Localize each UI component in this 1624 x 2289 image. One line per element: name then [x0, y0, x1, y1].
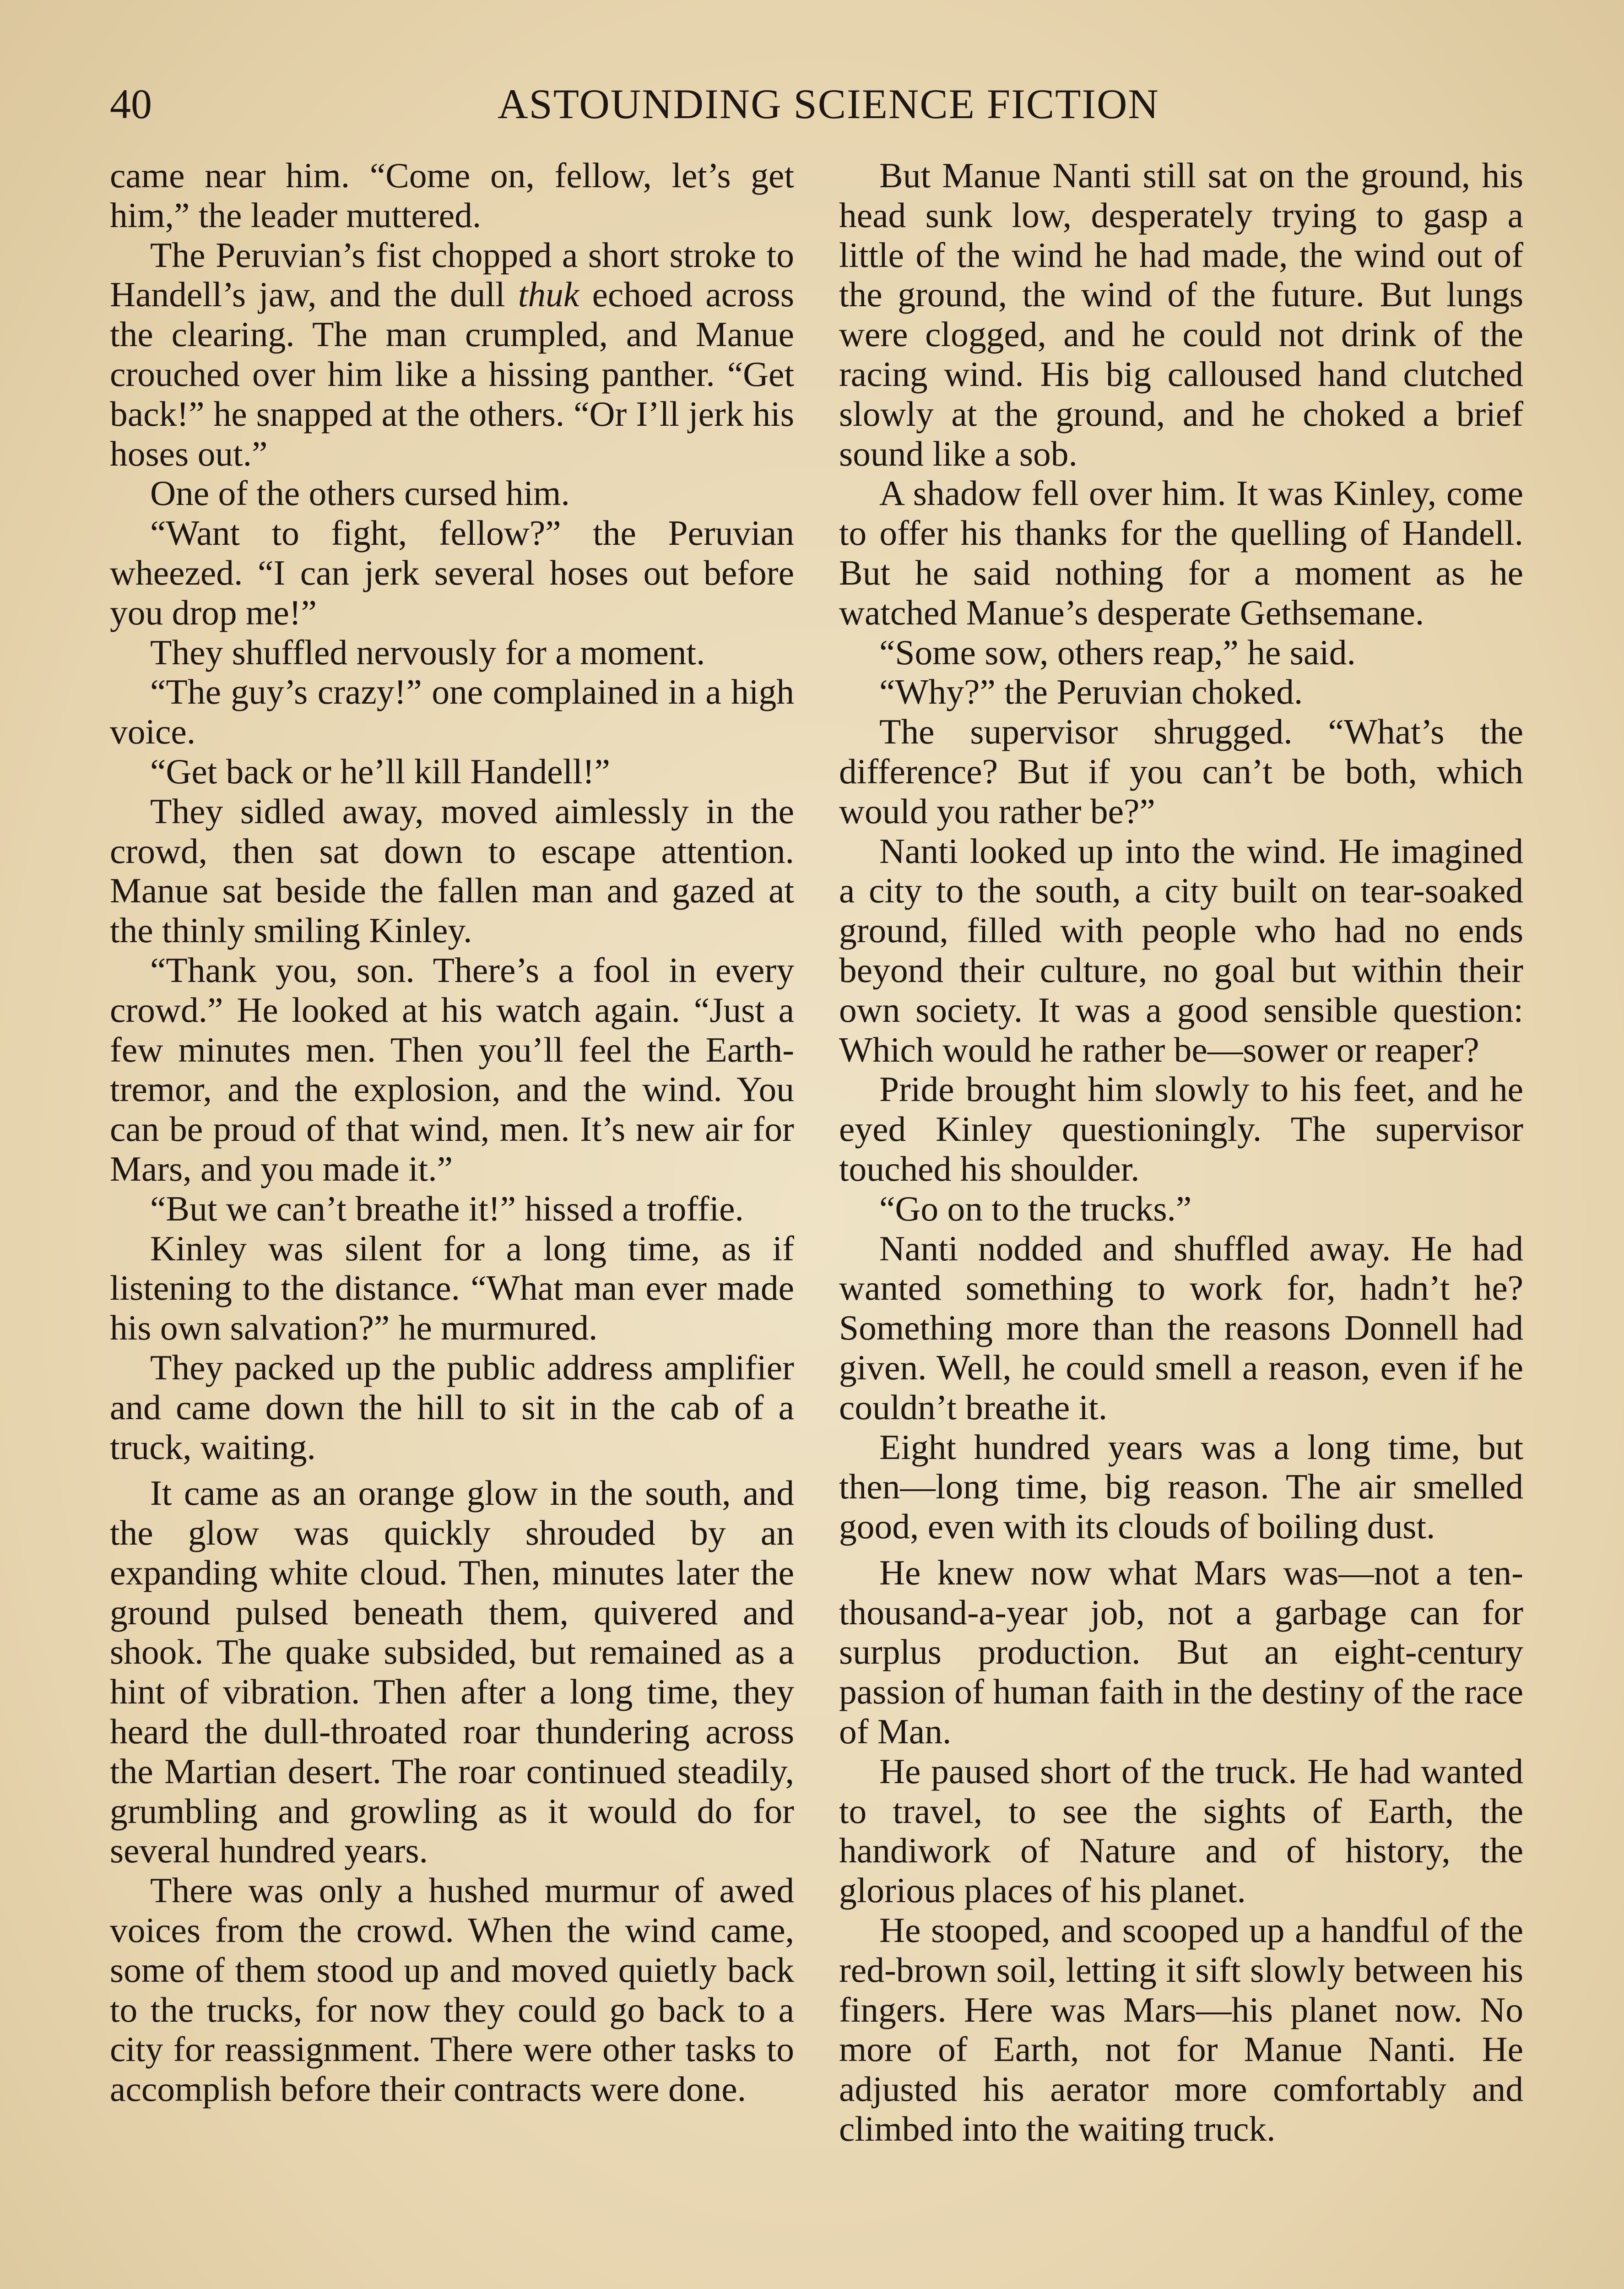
paragraph: It came as an orange glow in the south, and the glow was quickly shrouded by an expanding white cloud. Then, minutes later the ground pulsed beneath them, quivered and shook. The quake subsided, but remained as a hint of vibration. Then after a long time, they heard the dull-throated roar thundering across the Martian desert. The roar continued steadily, grumbling and growling as it would do for several hundred years. [110, 1473, 794, 1871]
paragraph: They packed up the public address amplifier and came down the hill to sit in the cab of a truck, waiting. [110, 1347, 794, 1467]
page-number: 40 [110, 81, 152, 127]
paragraph: One of the others cursed him. [150, 473, 570, 513]
paragraph: He paused short of the truck. He had wanted to travel, to see the sights of Earth, the handiwork of Nature and of history, the glorious places of his planet. [839, 1751, 1523, 1910]
left-column [110, 156, 794, 2109]
paragraph: There was only a hushed murmur of awed voices from the crowd. When the wind came, some of them stood up and moved quietly back to the trucks, for now they could go back to a city for reassignment. There were other tasks to accomplish before their contracts were done. [110, 1871, 794, 2109]
paragraph: He stooped, and scooped up a handful of the red-brown soil, letting it sift slowly between his fingers. Here was Mars—his planet now. No more of Earth, not for Manue Nanti. He adjusted his aerator more comfortably and climbed into the waiting truck. [839, 1910, 1523, 2149]
paragraph: Nanti nodded and shuffled away. He had wanted something to work for, hadn’t he? Something more than the reasons Donnell had given. Well, he could smell a reason, even if he couldn’t breathe it. [839, 1228, 1523, 1427]
paragraph [110, 235, 794, 474]
paragraph: He knew now what Mars was—not a ten-thousand-a-year job, not a garbage can for surplus production. But an eight-century passion of human faith in the destiny of the race of Man. [839, 1552, 1523, 1752]
paragraph: They sidled away, moved aimlessly in the crowd, then sat down to escape attention. Manue sat beside the fallen man and gazed at the thinly smiling Kinley. [110, 791, 794, 950]
paragraph: But Manue Nanti still sat on the ground, his head sunk low, desperately trying to gasp a little of the wind he had made, the wind out of the ground, the wind of the future. But lungs were clogged, and he could not drink of the racing wind. His big calloused hand clutched slowly at the ground, and he choked a brief sound like a sob. [839, 156, 1523, 473]
paragraph: “Some sow, others reap,” he said. [879, 632, 1356, 672]
paragraph: “Go on to the trucks.” [879, 1188, 1192, 1228]
paragraph: “The guy’s crazy!” one complained in a high voice. [110, 672, 794, 752]
paragraph: The supervisor shrugged. “What’s the difference? But if you can’t be both, which would you rather be?” [839, 712, 1523, 831]
paragraph: Nanti looked up into the wind. He imagined a city to the south, a city built on tear-soaked ground, filled with people who had no ends beyond their culture, no goal but within their own society. It was a good sensible question: Which would he rather be—sower or reaper? [839, 831, 1523, 1069]
paragraph: Kinley was silent for a long time, as if listening to the distance. “What man ever made his own salvation?” he murmured. [110, 1228, 794, 1348]
paragraph: Pride brought him slowly to his feet, and he eyed Kinley questioningly. The supervisor touched his shoulder. [839, 1069, 1523, 1188]
running-head: ASTOUNDING SCIENCE FICTION [498, 81, 1159, 127]
italic-word: thuk [518, 275, 579, 315]
paragraph: A shadow fell over him. It was Kinley, come to offer his thanks for the quelling of Handell. But he said nothing for a moment as he watched Manue’s desperate Gethsemane. [839, 473, 1523, 632]
right-column [839, 156, 1523, 2149]
paragraph-text: The Peruvian’s fist chopped a short stroke to Handell’s jaw, and the dull [110, 235, 794, 315]
paragraph: They shuffled nervously for a moment. [150, 632, 705, 672]
page-header [110, 79, 1529, 129]
paragraph: “But we can’t breathe it!” hissed a troffie. [150, 1188, 744, 1228]
paragraph: “Why?” the Peruvian choked. [879, 672, 1303, 712]
paragraph: came near him. “Come on, fellow, let’s get him,” the leader muttered. [110, 156, 794, 235]
paragraph: “Get back or he’ll kill Handell!” [150, 751, 610, 791]
paragraph: “Want to fight, fellow?” the Peruvian wheezed. “I can jerk several hoses out before you drop me!” [110, 513, 794, 632]
paragraph: Eight hundred years was a long time, but then—long time, big reason. The air smelled good, even with its clouds of boiling dust. [839, 1427, 1523, 1546]
paragraph: “Thank you, son. There’s a fool in every crowd.” He looked at his watch again. “Just a few minutes men. Then you’ll feel the Earth-tremor, and the explosion, and the wind. You can be proud of that wind, men. It’s new air for Mars, and you made it.” [110, 950, 794, 1188]
paragraph-text: echoed across the clearing. The man crumpled, and Manue crouched over him like a hissing panther. “Get back!” he snapped at the others. “Or I’ll jerk his hoses out.” [110, 275, 794, 473]
